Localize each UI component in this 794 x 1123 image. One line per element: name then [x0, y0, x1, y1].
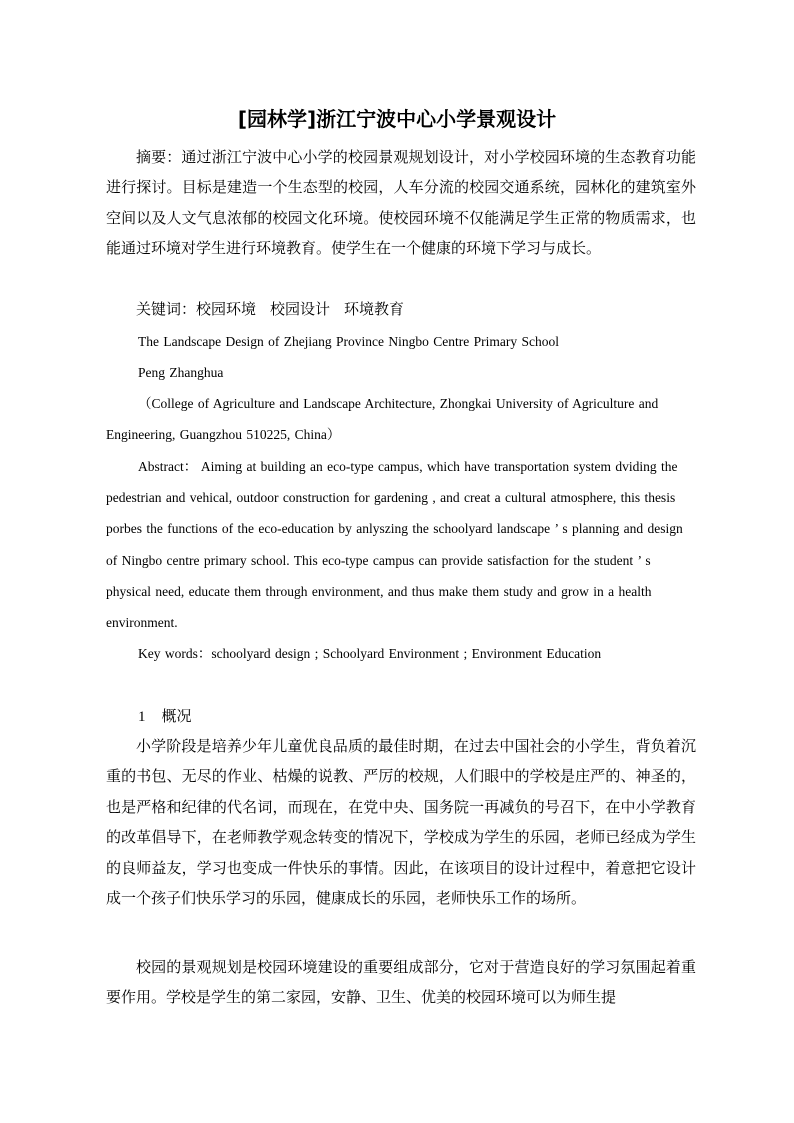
keywords-cn — [106, 294, 696, 324]
section-title: 概况 — [161, 707, 192, 725]
document-title: [园林学]浙江宁波中心小学景观设计 — [237, 107, 557, 131]
body-paragraph: 校园的景观规划是校园环境建设的重要组成部分，它对于营造良好的学习氛围起着重要作用。学校是学生的第二家园，安静、卫生、优美的校园环境可以为师生提 — [106, 958, 696, 1007]
english-title: The Landscape Design of Zhejiang Province Ningbo Centre Primary School — [138, 334, 560, 349]
keyword-item: 校园环境 — [196, 300, 257, 318]
section-heading — [138, 702, 192, 731]
english-author: Peng Zhanghua — [138, 365, 224, 380]
abstract-cn: 摘要：通过浙江宁波中心小学的校园景观规划设计，对小学校园环境的生态教育功能进行探讨。目标是建造一个生态型的校园，人车分流的校园交通系统，园林化的建筑室外空间以及人文气息浓郁的校园文化环境。使校园环境不仅能满足学生正常的物质需求，也能通过环境对学生进行环境教育。使学生在一个健康的环境下学习与成长。 — [106, 148, 696, 258]
keyword-item: 环境教育 — [344, 300, 405, 318]
body-paragraph: 小学阶段是培养少年儿童优良品质的最佳时期，在过去中国社会的小学生，背负着沉重的书包、无尽的作业、枯燥的说教、严厉的校规，人们眼中的学校是庄严的、神圣的，也是严格和纪律的代名词，而现在，在党中央、国务院一再减负的号召下，在中小学教育的改革倡导下，在老师教学观念转变的情况下，学校成为学生的乐园，老师已经成为学生的良师益友，学习也变成一件快乐的事情。因此，在该项目的设计过程中，着意把它设计成一个孩子们快乐学习的乐园，健康成长的乐园，老师快乐工作的场所。 — [106, 737, 696, 908]
section-number: 1 — [138, 709, 146, 725]
keyword-item: 校园设计 — [270, 300, 331, 318]
keywords-cn-label: 关键词： — [136, 300, 197, 318]
english-affiliation: （College of Agriculture and Landscape Architecture, Zhongkai University of Agriculture and Engineering, Guangzhou 510225, China） — [106, 396, 659, 443]
english-keywords: Key words：schoolyard design ; Schoolyard Environment ; Environment Education — [138, 646, 602, 661]
english-abstract: Abstract： Aiming at building an eco-type campus, which have transportation system dviding the pedestrian and vehical, outdoor construction for gardening , and creat a cultural atmosphere, this thesis porbes the functions of the eco-education by anlyszing the schoolyard landscape ’ s planning and design of Ningbo centre primary school. This eco-type campus can provide satisfaction for the student ’ s physical need, educate them through environment, and thus make them study and grow in a health environment. — [106, 459, 683, 631]
